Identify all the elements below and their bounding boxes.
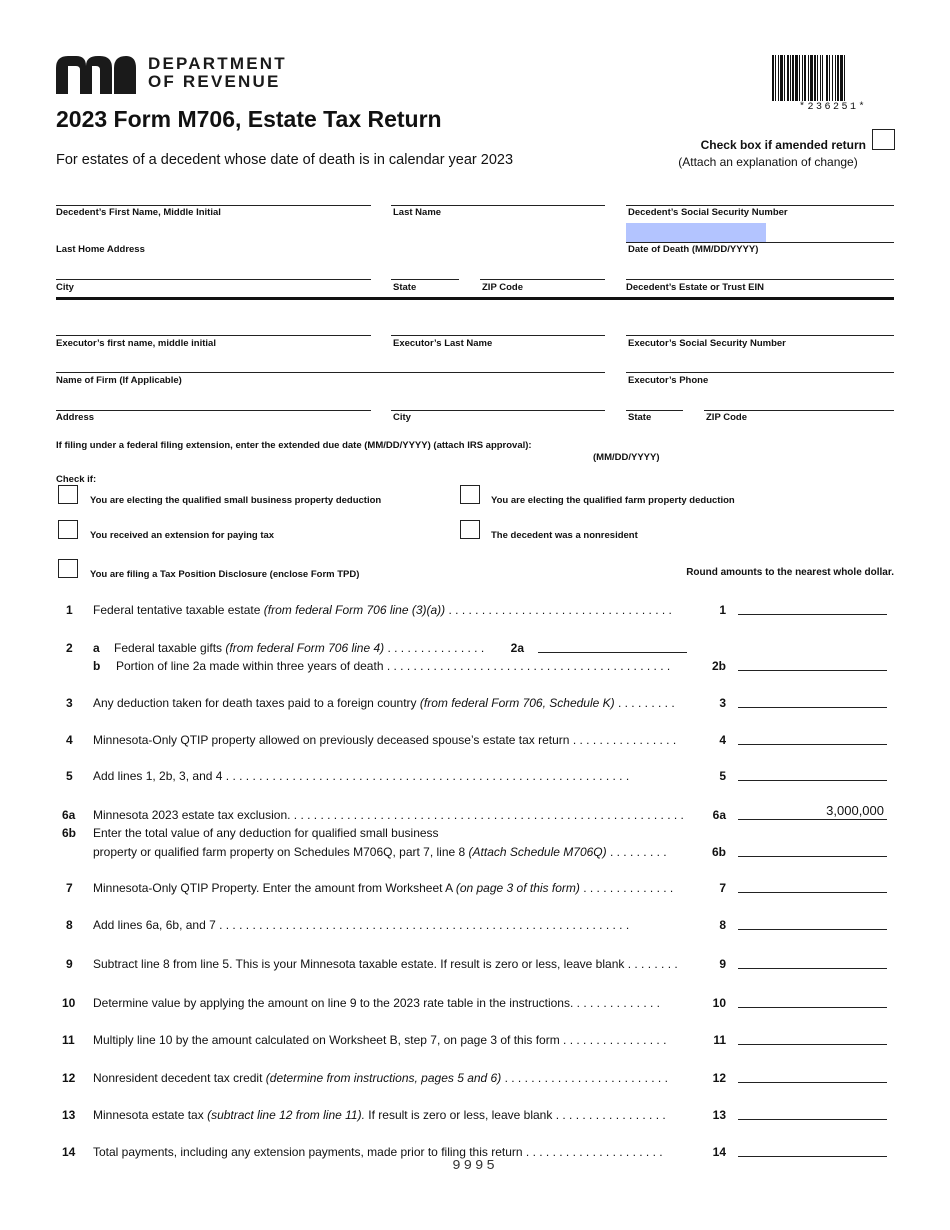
barcode-bar (778, 55, 779, 101)
line-text: Minnesota estate tax (93, 1108, 208, 1122)
barcode-bar (814, 55, 816, 101)
line-number: 6a (62, 808, 76, 822)
line-6a-amount[interactable]: 3,000,000 (826, 803, 884, 818)
line-ref-note: (on page 3 of this form) (455, 881, 580, 895)
line-text: Minnesota 2023 estate tax exclusion (93, 808, 288, 822)
line-ref-note: (from federal Form 706 line 4) (225, 641, 385, 655)
line-ref: 7 (719, 881, 726, 895)
extension-label: If filing under a federal filing extension, enter the extended due date (MM/DD/YYYY) (attach IRS approval): (56, 440, 532, 451)
line-13-text (93, 1108, 666, 1122)
line-1-amount[interactable] (738, 614, 887, 615)
executor-city-label: City (393, 412, 411, 423)
mn-logo-icon (56, 56, 136, 94)
barcode-bar (775, 55, 776, 101)
leader-dots: . . . . . . . . . . . . . . . . . . . . . . . . . . . . . . . . . . . . . . . . . . . (383, 659, 671, 673)
line-6a-text (93, 808, 684, 822)
line-number: 6b (62, 826, 77, 840)
extension-paying-checkbox[interactable] (58, 520, 78, 539)
line-ref: 5 (719, 769, 726, 783)
barcode-bar (832, 55, 833, 101)
line-6b-amount[interactable] (738, 856, 887, 857)
section-divider (56, 297, 894, 300)
line-14-amount[interactable] (738, 1156, 887, 1157)
line-11-amount[interactable] (738, 1044, 887, 1045)
line-ref-note: (from federal Form 706, Schedule K) (419, 696, 615, 710)
decedent-zip-field[interactable] (480, 279, 605, 280)
decedent-first-name-label: Decedent’s First Name, Middle Initial (56, 207, 221, 218)
line-ref: 9 (719, 957, 726, 971)
form-code: 9995 (452, 1158, 498, 1174)
nonresident-checkbox[interactable] (460, 520, 480, 539)
executor-address-label: Address (56, 412, 95, 423)
small-business-checkbox[interactable] (58, 485, 78, 504)
line-number: 5 (66, 769, 73, 783)
barcode-bar (802, 55, 803, 101)
line-number: 8 (66, 918, 73, 932)
line-number: 11 (62, 1033, 75, 1047)
line-11-text (93, 1033, 666, 1047)
barcode-bar (829, 55, 830, 101)
executor-state-label: State (628, 412, 652, 423)
line-ref: 2a (510, 641, 524, 655)
line-3-text (93, 696, 675, 710)
line-7-amount[interactable] (738, 892, 887, 893)
leader-dots: . . . . . . . . . (614, 696, 675, 710)
line-ref: 2b (711, 659, 726, 673)
barcode-bar (826, 55, 828, 101)
line-number: 4 (66, 733, 73, 747)
line-8-amount[interactable] (738, 929, 887, 930)
line-ref: 6a (712, 808, 726, 822)
line-number: 13 (62, 1108, 76, 1122)
decedent-ssn-label: Decedent’s Social Security Number (628, 207, 788, 218)
executor-first-name-field[interactable] (56, 335, 371, 336)
executor-phone-label: Executor’s Phone (628, 375, 709, 386)
decedent-ssn-input[interactable] (626, 223, 766, 243)
line-ref: 12 (712, 1071, 726, 1085)
barcode-bar (784, 55, 785, 101)
line-2a-amount[interactable] (538, 652, 687, 653)
line-text: Federal taxable gifts (114, 641, 226, 655)
line-10-text (93, 996, 660, 1010)
round-amounts-note: Round amounts to the nearest whole dollar. (686, 567, 894, 578)
barcode-bar (837, 55, 839, 101)
line-text: Add lines 6a, 6b, and 7 (93, 918, 216, 932)
executor-first-name-label: Executor’s first name, middle initial (56, 338, 216, 349)
line-ref: 11 (713, 1033, 726, 1047)
line-text: Multiply line 10 by the amount calculated on Worksheet B, step 7, on page 3 of this form (93, 1033, 560, 1047)
leader-dots: . . . . . . . . . . . . . . . . . . . . . . . . . . . . . . . . . . . . . . . . . . . . . . . . . . . . . . . . . . . . . (222, 769, 630, 783)
leader-dots: . . . . . . . . . . . . . . . . . . . . . (522, 1145, 663, 1159)
line-text: Nonresident decedent tax credit (93, 1071, 266, 1085)
barcode-bar (790, 55, 791, 101)
barcode-icon (772, 55, 894, 101)
line-text: Federal tentative taxable estate (93, 603, 264, 617)
line-4-text (93, 733, 676, 747)
check-if-label: Check if: (56, 474, 97, 485)
line-1-text (93, 603, 672, 617)
line-text: property or qualified farm property on Schedules M706Q, part 7, line 8 (93, 845, 469, 859)
extension-date-input[interactable]: (MM/DD/YYYY) (593, 452, 660, 463)
barcode-bar (822, 55, 823, 101)
barcode-bar (808, 55, 809, 101)
line-ref-note: (determine from instructions, pages 5 and 6) (265, 1071, 502, 1085)
line-number: 1 (66, 603, 73, 617)
dept-line-1: DEPARTMENT (148, 54, 287, 73)
line-number: 9 (66, 957, 73, 971)
date-of-death-label: Date of Death (MM/DD/YYYY) (628, 244, 759, 255)
amended-return-label: Check box if amended return (700, 138, 866, 152)
line-number: 7 (66, 881, 73, 895)
estate-ein-label: Decedent’s Estate or Trust EIN (626, 282, 764, 293)
amended-return-note: (Attach an explanation of change) (678, 155, 858, 169)
small-business-label: You are electing the qualified small business property deduction (90, 495, 382, 506)
leader-dots: . . . . . . . . . . . . . . . . (569, 733, 677, 747)
leader-dots: . . . . . . . . . . . . . . . . . . . . . . . . . (501, 1071, 668, 1085)
line-ref: 3 (719, 696, 726, 710)
firm-name-field[interactable] (56, 372, 605, 373)
line-ref: 13 (712, 1108, 726, 1122)
line-2a-text (114, 641, 484, 655)
line-ref-note: (Attach Schedule M706Q) (468, 845, 607, 859)
barcode-bar (844, 55, 845, 101)
line-text: Add lines 1, 2b, 3, and 4 (93, 769, 223, 783)
line-ref: 14 (712, 1145, 726, 1159)
executor-zip-field[interactable] (704, 410, 894, 411)
line-number: 12 (62, 1071, 76, 1085)
leader-dots: . . . . . . . . . . . . . . . . . . . . . . . . . . . . . . . . . . (445, 603, 672, 617)
firm-name-label: Name of Firm (If Applicable) (56, 375, 182, 386)
estate-ein-field[interactable] (626, 279, 894, 280)
barcode-bar (804, 55, 806, 101)
leader-dots: . . . . . . . . . . . . . . (579, 881, 674, 895)
line-ref: 8 (719, 918, 726, 932)
line-ref: 6b (711, 845, 726, 859)
barcode-bar (792, 55, 794, 101)
decedent-last-name-label: Last Name (393, 207, 442, 218)
decedent-ssn-field[interactable] (626, 205, 894, 206)
leader-dots: . . . . . . . . . . . . . . . . . . . . . . . . . . . . . . . . . . . . . . . . . . . . . . . . . . . . . . . . . . . . . . (215, 918, 630, 932)
barcode-bar (795, 55, 798, 101)
executor-last-name-field[interactable] (391, 335, 605, 336)
leader-dots: . . . . . . . . . . . . . . . (384, 641, 485, 655)
nonresident-label: The decedent was a nonresident (491, 530, 638, 541)
barcode-number: *236251* (798, 102, 867, 113)
leader-dots: . . . . . . . . (624, 957, 678, 971)
executor-ssn-field[interactable] (626, 335, 894, 336)
line-7-text (93, 881, 673, 895)
line-text: Portion of line 2a made within three years of death (116, 659, 384, 673)
decedent-last-name-field[interactable] (391, 205, 605, 206)
tax-position-label: You are filing a Tax Position Disclosure (enclose Form TPD) (90, 569, 360, 580)
decedent-city-label: City (56, 282, 74, 293)
line-ref: 1 (719, 603, 726, 617)
executor-zip-label: ZIP Code (706, 412, 747, 423)
line-text: Minnesota-Only QTIP property allowed on previously deceased spouse’s estate tax return (93, 733, 570, 747)
barcode-bar (810, 55, 813, 101)
farm-property-checkbox[interactable] (460, 485, 480, 504)
barcode-bar (772, 55, 774, 101)
line-sub-letter: a (93, 641, 100, 655)
line-text: Determine value by applying the amount on line 9 to the 2023 rate table in the instructions. (93, 996, 574, 1010)
line-2b-amount[interactable] (738, 670, 887, 671)
line-5-amount[interactable] (738, 780, 887, 781)
line-6a-underline (738, 819, 887, 820)
amended-return-checkbox[interactable] (872, 129, 895, 150)
decedent-first-name-field[interactable] (56, 205, 371, 206)
executor-state-field[interactable] (626, 410, 683, 411)
line-12-amount[interactable] (738, 1082, 887, 1083)
form-title: 2023 Form M706, Estate Tax Return (56, 106, 442, 132)
decedent-zip-label: ZIP Code (482, 282, 523, 293)
extension-paying-label: You received an extension for paying tax (90, 530, 275, 541)
line-number: 2 (66, 641, 73, 655)
line-5-text (93, 769, 629, 783)
barcode-bar (840, 55, 843, 101)
line-6b-text-2 (93, 845, 667, 859)
dept-line-2: OF REVENUE (148, 72, 281, 91)
line-8-text (93, 918, 629, 932)
barcode-bar (817, 55, 818, 101)
line-9-text (93, 957, 678, 971)
form-subtitle: For estates of a decedent whose date of death is in calendar year 2023 (56, 152, 514, 168)
barcode-bar (799, 55, 800, 101)
leader-dots: . . . . . . . . . . . . . . . . (559, 1033, 667, 1047)
leader-dots: . . . . . . . . . . . . . . . . . (552, 1108, 666, 1122)
line-14-text (93, 1145, 663, 1159)
barcode-bar (787, 55, 789, 101)
line-text: Total payments, including any extension payments, made prior to filing this return (93, 1145, 523, 1159)
barcode-bar (835, 55, 836, 101)
line-number: 14 (62, 1145, 76, 1159)
department-name (148, 55, 287, 91)
decedent-state-field[interactable] (391, 279, 459, 280)
tax-position-checkbox[interactable] (58, 559, 78, 578)
leader-dots: . . . . . . . . . (606, 845, 667, 859)
line-ref: 10 (712, 996, 726, 1010)
line-text: Any deduction taken for death taxes paid to a foreign country (93, 696, 420, 710)
executor-ssn-label: Executor’s Social Security Number (628, 338, 786, 349)
decedent-state-label: State (393, 282, 417, 293)
line-ref-note: (from federal Form 706 line (3)(a)) (263, 603, 446, 617)
line-9-amount[interactable] (738, 968, 887, 969)
line-number: 10 (62, 996, 76, 1010)
date-of-death-field[interactable] (626, 242, 894, 243)
line-text: Subtract line 8 from line 5. This is your Minnesota taxable estate. If result is zero or less, leave blank (93, 957, 625, 971)
line-13-amount[interactable] (738, 1119, 887, 1120)
executor-city-field[interactable] (391, 410, 605, 411)
line-number: 3 (66, 696, 73, 710)
line-text-after: If result is zero or less, leave blank (364, 1108, 553, 1122)
farm-property-label: You are electing the qualified farm property deduction (491, 495, 735, 506)
line-2b-text (116, 659, 670, 673)
line-6b-text-1: Enter the total value of any deduction for qualified small business (93, 826, 439, 840)
executor-last-name-label: Executor’s Last Name (393, 338, 493, 349)
line-ref-note: (subtract line 12 from line 11). (207, 1108, 365, 1122)
line-sub-letter: b (93, 659, 101, 673)
leader-dots: . . . . . . . . . . . . . . . . . . . . . . . . . . . . . . . . . . . . . . . . . . . . . . . . . . . . . . . . . . . . (287, 808, 684, 822)
line-10-amount[interactable] (738, 1007, 887, 1008)
leader-dots: . . . . . . . . . . . . . (573, 996, 660, 1010)
line-12-text (93, 1071, 668, 1085)
barcode-bar (780, 55, 783, 101)
decedent-address-label: Last Home Address (56, 244, 145, 255)
line-3-amount[interactable] (738, 707, 887, 708)
line-ref: 4 (719, 733, 726, 747)
line-text: Minnesota-Only QTIP Property. Enter the amount from Worksheet A (93, 881, 456, 895)
executor-phone-field[interactable] (626, 372, 894, 373)
decedent-city-field[interactable] (56, 279, 371, 280)
executor-address-field[interactable] (56, 410, 371, 411)
barcode-bar (820, 55, 821, 101)
line-4-amount[interactable] (738, 744, 887, 745)
